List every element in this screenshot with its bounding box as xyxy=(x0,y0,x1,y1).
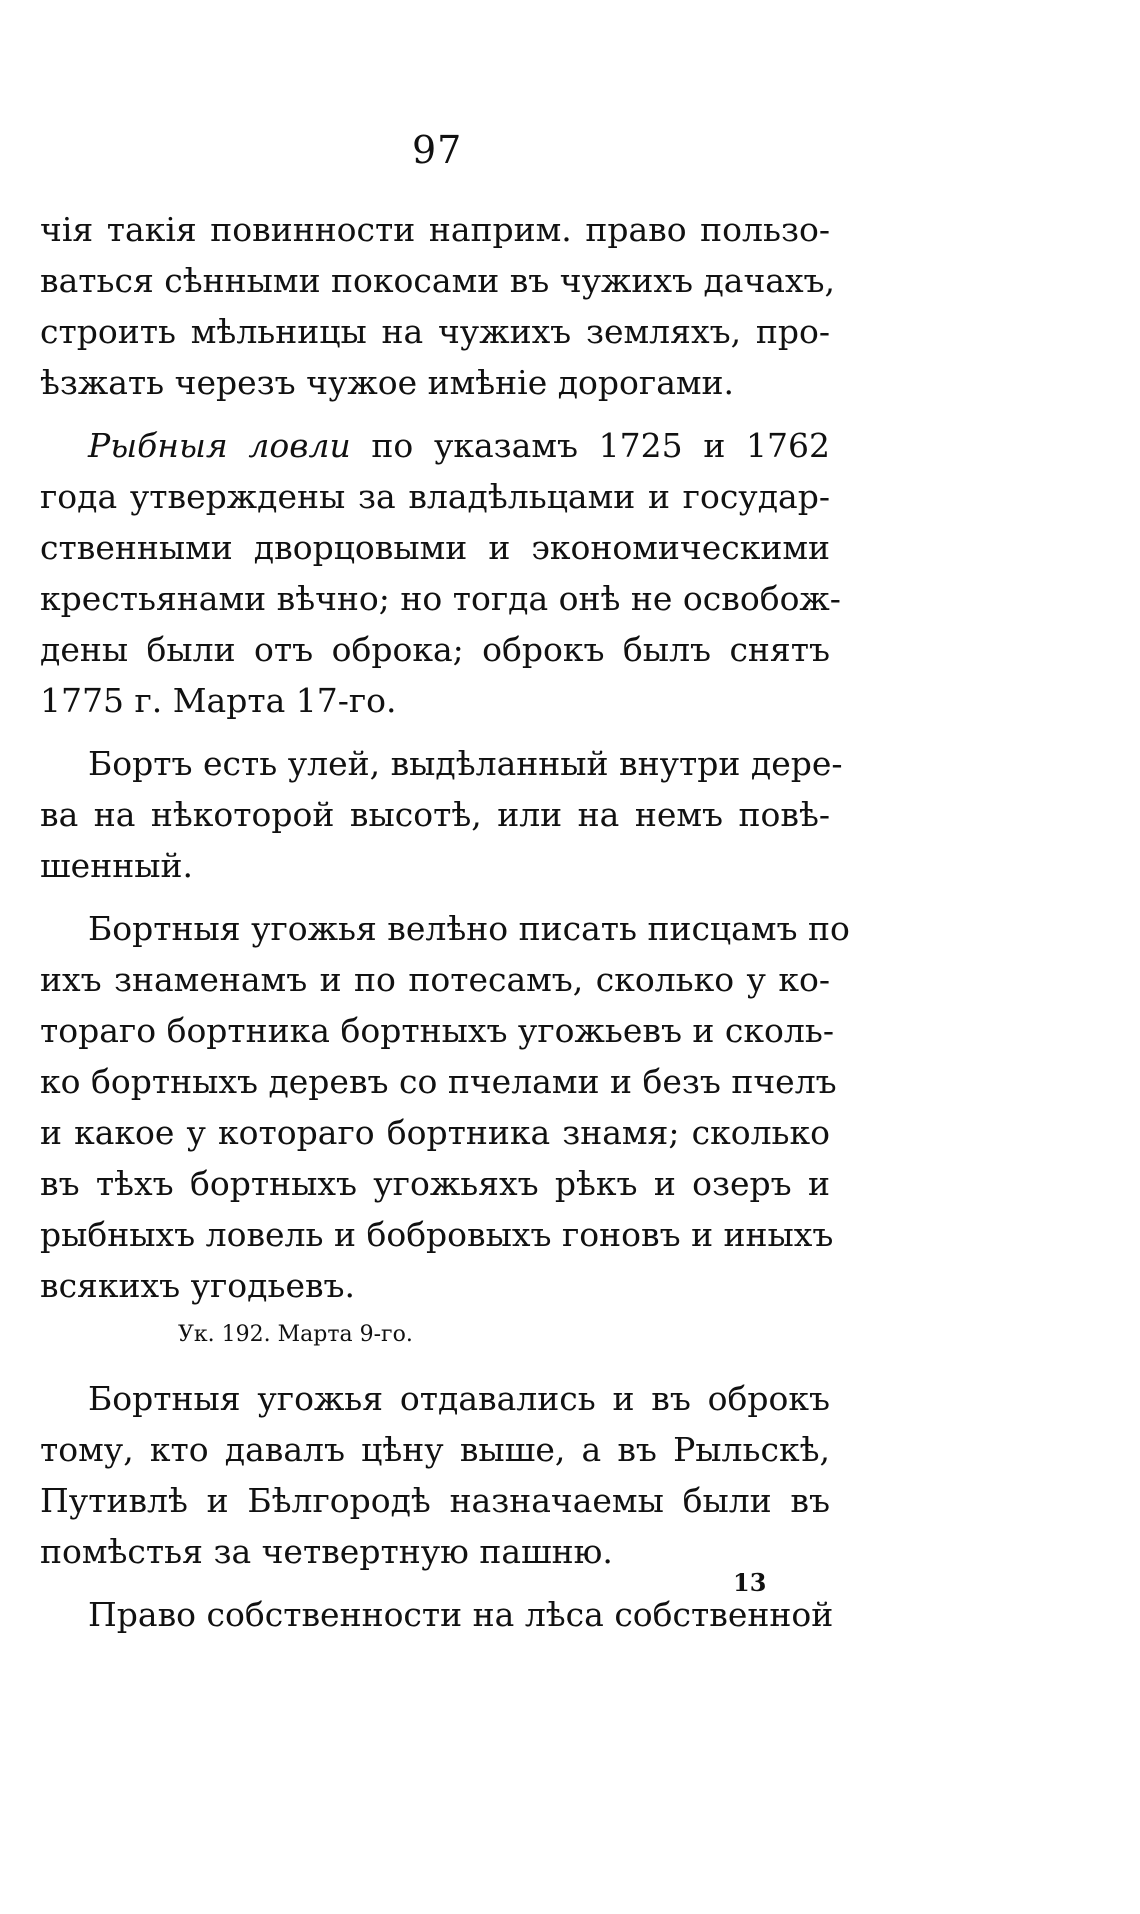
text-line: ственными дворцовыми и экономическими xyxy=(40,528,830,567)
text-line: года утверждены за владѣльцами и государ- xyxy=(40,477,830,516)
text-line: и какое у котораго бортника знамя; сколько xyxy=(40,1113,830,1152)
text-line: ихъ знаменамъ и по потесамъ, сколько у ко- xyxy=(40,960,830,999)
body-text xyxy=(40,204,850,1640)
text-line: 1775 г. Марта 17-го. xyxy=(40,681,397,720)
text-line: всякихъ угодьевъ. xyxy=(40,1266,356,1305)
text-line: дены были отъ оброка; оброкъ былъ снятъ xyxy=(40,630,830,669)
text-run: по указамъ 1725 и 1762 xyxy=(350,426,830,465)
text-line: Путивлѣ и Бѣлгородѣ назначаемы были въ xyxy=(40,1481,830,1520)
signature-mark: 13 xyxy=(733,1568,767,1597)
decree-reference: Ук. 192. Марта 9-го. xyxy=(178,1322,413,1347)
text-line: тораго бортника бортныхъ угожьевъ и сколь- xyxy=(40,1011,834,1050)
text-line xyxy=(40,420,830,471)
text-line: въ тѣхъ бортныхъ угожьяхъ рѣкъ и озеръ и xyxy=(40,1164,830,1203)
text-line: ѣзжать черезъ чужое имѣніе дорогами. xyxy=(40,363,735,402)
text-line: тому, кто давалъ цѣну выше, а въ Рыльскѣ, xyxy=(40,1430,830,1469)
paragraph-continuation xyxy=(40,204,836,408)
text-line: чія такія повинности наприм. право пользо- xyxy=(40,210,830,249)
paragraph-obrok xyxy=(40,1373,830,1577)
text-line: Бортныя угожья отдавались и въ оброкъ xyxy=(88,1379,830,1418)
paragraph-bort xyxy=(40,738,843,891)
paragraph-forest xyxy=(40,1589,834,1640)
text-line: ваться сѣнными покосами въ чужихъ дачахъ, xyxy=(40,261,836,300)
page-number: 97 xyxy=(412,128,463,172)
paragraph-bortnye-ugodya xyxy=(40,903,850,1355)
paragraph-fisheries xyxy=(40,420,841,726)
text-line: шенный. xyxy=(40,846,193,885)
text-line: крестьянами вѣчно; но тогда онѣ не освобож- xyxy=(40,579,841,618)
text-line: Бортъ есть улей, выдѣланный внутри дере- xyxy=(88,744,843,783)
text-line: Бортныя угожья велѣно писать писцамъ по xyxy=(88,909,850,948)
text-line: ко бортныхъ деревъ со пчелами и безъ пчелъ xyxy=(40,1062,837,1101)
italic-term: Рыбныя ловли xyxy=(88,426,351,465)
text-line: ва на нѣкоторой высотѣ, или на немъ повѣ- xyxy=(40,795,830,834)
text-line: Право собственности на лѣса собственной xyxy=(88,1595,834,1634)
text-line: рыбныхъ ловель и бобровыхъ гоновъ и иныхъ xyxy=(40,1215,834,1254)
text-line: строить мѣльницы на чужихъ земляхъ, про- xyxy=(40,312,830,351)
text-line: помѣстья за четвертную пашню. xyxy=(40,1532,613,1571)
